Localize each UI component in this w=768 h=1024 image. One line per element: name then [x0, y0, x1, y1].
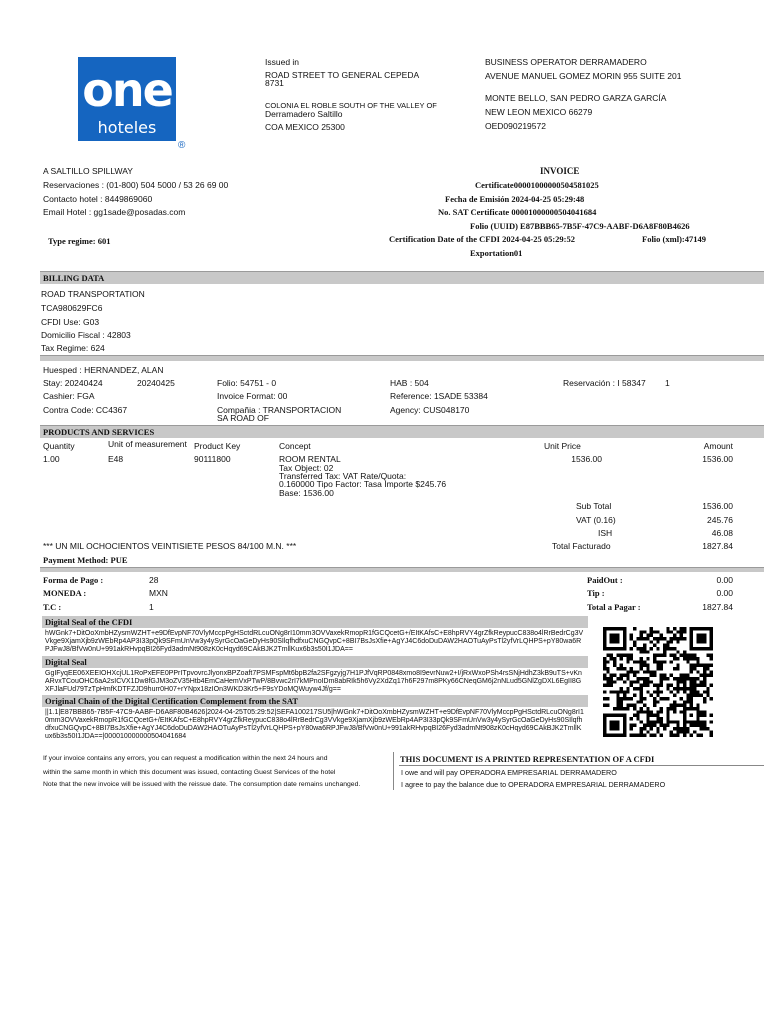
- row-base: Base: 1536.00: [279, 488, 334, 498]
- logo-sub: hoteles: [97, 118, 157, 137]
- row-rate: 0.160000 Tipo Factor: Tasa Importe $245.76: [279, 479, 447, 489]
- vat-label: VAT (0.16): [576, 515, 616, 525]
- footer-right-1: I owe and will pay OPERADORA EMPRESARIAL DERRAMADERO: [401, 768, 617, 777]
- cfdi-seal-header: Digital Seal of the CFDI: [45, 617, 133, 627]
- total-label: Total Facturado: [552, 541, 611, 551]
- cfdi-seal-bar: [42, 616, 588, 628]
- tc-value: 1: [149, 602, 154, 612]
- guest-contra: Contra Code: CC4367: [43, 405, 128, 415]
- divider-bar: [40, 355, 764, 361]
- forma-value: 28: [149, 575, 159, 585]
- col-quantity: Quantity: [43, 441, 75, 451]
- guest-name: Huesped : HERNANDEZ, ALAN: [43, 365, 164, 375]
- hotel-email: Email Hotel : gg1sade@posadas.com: [43, 207, 186, 217]
- subtotal-value: 1536.00: [702, 501, 733, 511]
- row-concept: ROOM RENTAL: [279, 454, 341, 464]
- folio-uuid: Folio (UUID) E87BBB65-7B5F-47C9-AABF-D6A8F80B4626: [470, 221, 690, 231]
- payment-method: Payment Method: PUE: [43, 555, 128, 565]
- billing-header-bar: [40, 271, 764, 284]
- ish-label: ISH: [598, 528, 613, 538]
- issued-line1: ROAD STREET TO GENERAL CEPEDA: [265, 70, 420, 80]
- tip-value: 0.00: [716, 588, 733, 598]
- vat-value: 245.76: [707, 515, 733, 525]
- guest-reservation: Reservación : I 58347: [563, 378, 646, 388]
- hotel-contact: Contacto hotel : 8449869060: [43, 194, 153, 204]
- issued-line2b: Derramadero Saltillo: [265, 109, 343, 119]
- col-unit: Unit of measurement: [108, 439, 187, 449]
- footer-left-2: within the same month in which this document was issued, contacting Guest Services of the hotel: [43, 769, 336, 776]
- chain-header: Original Chain of the Digital Certification Complement from the SAT: [45, 696, 299, 706]
- ish-value: 46.08: [711, 528, 733, 538]
- forma-label: Forma de Pago :: [43, 575, 104, 585]
- billing-rfc: TCA980629FC6: [41, 303, 103, 313]
- guest-folio: Folio: 54751 - 0: [217, 378, 277, 388]
- billing-tax-regime: Tax Regime: 624: [41, 343, 105, 353]
- billing-domicile: Domicilio Fiscal : 42803: [41, 330, 131, 340]
- exportation: Exportation01: [470, 248, 523, 258]
- operator-line4: NEW LEON MEXICO 66279: [485, 107, 593, 117]
- row-qty: 1.00: [43, 454, 60, 464]
- total-in-words: *** UN MIL OCHOCIENTOS VEINTISIETE PESOS 84/100 M.N. ***: [43, 541, 297, 551]
- certificate: Certificate00001000000504581025: [475, 180, 599, 190]
- footer-left-1: If your invoice contains any errors, you can request a modification within the next 24 hours and: [43, 755, 328, 762]
- col-amount: Amount: [703, 441, 733, 451]
- operator-line1: BUSINESS OPERATOR DERRAMADERO: [485, 57, 647, 67]
- moneda-label: MONEDA :: [43, 588, 87, 598]
- emission-date: Fecha de Emisión 2024-04-25 05:29:48: [445, 194, 585, 204]
- guest-stay-end: 20240425: [137, 378, 175, 388]
- hotel-logo: [78, 57, 190, 155]
- operator-line3: MONTE BELLO, SAN PEDRO GARZA GARCÍA: [485, 93, 667, 103]
- digital-seal-text: GgIFyqEE06XEEIOHXcjUL1RoPxEFE0PPrITpvovrcJlyonxBPZoaft7PSMFspMt6bpB2fa2SFgzyjg7H1PJfVqRP0848xmo8I9evrNuw2+I/jRxWxoPSh4rsSNjHdhZ3kB9uTS+vKnARvxTCouOHC6aA2sICVX1Dw8fGJM3oZV35Htb4EmCaHemVxPTwP/8Bvwc2rI7kMPnoIDm8abRIk5h6Vy2XdZq17h6F297m8PKy66CNeqGM6j2nNLud5GNlZgDXL6EgII8GXFJlaFUd79TzTpHmfKDTFZJD9hurr0H07+rYNpx18zIOn3WKD3Kr5+F9sYDoMQWuyw4Jf/g==: [45, 670, 582, 693]
- footer-right-title: THIS DOCUMENT IS A PRINTED REPRESENTATION OF A CFDI: [400, 754, 655, 764]
- guest-hab: HAB : 504: [390, 378, 429, 388]
- pagar-value: 1827.84: [702, 602, 733, 612]
- registered-icon: ®: [178, 140, 186, 151]
- billing-name: ROAD TRANSPORTATION: [41, 289, 145, 299]
- operator-line2: AVENUE MANUEL GOMEZ MORIN 955 SUITE 201: [485, 71, 682, 81]
- row-amount: 1536.00: [702, 454, 733, 464]
- cfdi-seal-text: hWGnk7+DitOoXmbHZysmWZHT+e9DfEvpNF70VlyMccpPgHSctdRLcuONg8rI10mm3OVVaxekRmopR1fGCQcetG+/EItKAfsC+E8hpRVY4grZfkReypucC838o4lRrBedrCg3VVkge9XjamXjb9zWEbRp4AP3I33pQk9SFmUnVw3y4ySyrGcOaGeDyHs90SIlqfhdfxuCNGQvpC+8BI7BsJsXfie+AgYJ4C6doDuDAW2HAOTuAyPsTl2yfVrLQHPS+pY80wa6RPJFwJ8/BfVw0nU+991akRHvpqBI26Fyd3admNt908zK0cHqyd69CAkBJK2TmllKux6b3s50I1JDA==: [45, 630, 584, 653]
- guest-invoice-format: Invoice Format: 00: [217, 391, 288, 401]
- row-tax-object: Tax Object: 02: [279, 463, 334, 473]
- tip-label: Tip :: [587, 588, 605, 598]
- footer-left: [42, 752, 394, 790]
- hotel-name: A SALTILLO SPILLWAY: [43, 166, 133, 176]
- chain-text: ||1.1|E87BBB65-7B5F-47C9-AABF-D6A8F80B4626|2024-04-25T05:29:52|SEFA100217SU5|hWGnk7+DitOoXmbHZysmWZHT+e9DfEvpNF70VlyMccpPgHSctdRLcuONg8rI10mm3OVVaxekRmopR1fGCQcetG+/EItKAfsC+E8hpRVY4grZfkReypucC838o4lRrBedrCg3VVkge9XjamXjb9zWEbRp4AP3I33pQk9SFmUnVw3y4ySyrGcOaGeDyHs90SIlqfhdfxuCNGQvpC+8BI7BsJsXfie+AgYJ4C6doDuDAW2HAOTuAyPsTl2yfVrLQHPS+pY80wa6RPJFwJ8/BfVw0nU+991akRHvpqBI26Fyd3admNt908zK0cHqyd69CAkBJK2TmllKux6b3s50I1JDA==|000010000000504041684: [45, 709, 584, 740]
- products-header: PRODUCTS AND SERVICES: [43, 427, 155, 437]
- invoice-title: INVOICE: [540, 166, 580, 176]
- products-header-bar: [40, 425, 764, 438]
- certification-date: Certification Date of the CFDI 2024-04-25 05:29:52: [389, 234, 576, 244]
- billing-cfdi: CFDI Use: G03: [41, 317, 100, 327]
- footer-left-3: Note that the new invoice will be issued with the reissue date. The consumption date remains unchanged.: [43, 781, 361, 788]
- col-unit-price: Unit Price: [544, 441, 581, 451]
- divider-bar-2: [40, 567, 764, 572]
- moneda-value: MXN: [149, 588, 168, 598]
- guest-reference: Reference: 1SADE 53384: [390, 391, 488, 401]
- footer-divider: [399, 765, 764, 766]
- issued-line2: COLONIA EL ROBLE SOUTH OF THE VALLEY OF: [265, 101, 437, 110]
- guest-company: Compañia : TRANSPORTACION: [217, 405, 342, 415]
- paidout-value: 0.00: [716, 575, 733, 585]
- issued-line3: COA MEXICO 25300: [265, 122, 345, 132]
- guest-agency: Agency: CUS048170: [390, 405, 470, 415]
- row-unit: E48: [108, 454, 124, 464]
- pagar-label: Total a Pagar :: [587, 602, 641, 612]
- digital-seal-bar: [42, 656, 588, 668]
- tc-label: T.C :: [43, 602, 62, 612]
- guest-reservation-n: 1: [665, 378, 670, 388]
- guest-stay: Stay: 20240424: [43, 378, 103, 388]
- operator-rfc: OED090219572: [485, 121, 546, 131]
- folio-xml: Folio (xml):47149: [642, 234, 706, 244]
- hotel-reservations: Reservaciones : (01-800) 504 5000 / 53 26 69 00: [43, 180, 229, 190]
- logo-word: one: [82, 63, 172, 117]
- row-transferred: Transferred Tax: VAT Rate/Quota:: [279, 471, 407, 481]
- guest-cashier: Cashier: FGA: [43, 391, 95, 401]
- qr-code-icon: [603, 627, 713, 737]
- total-value: 1827.84: [702, 541, 733, 551]
- footer-right-2: I agree to pay the balance due to OPERADORA EMPRESARIAL DERRAMADERO: [401, 780, 666, 789]
- billing-header: BILLING DATA: [43, 273, 105, 283]
- type-regime: Type regime: 601: [48, 236, 111, 246]
- issued-line1b: 8731: [265, 78, 284, 88]
- subtotal-label: Sub Total: [576, 501, 612, 511]
- sat-certificate: No. SAT Certificate 00001000000504041684: [438, 207, 597, 217]
- chain-bar: [42, 695, 588, 707]
- digital-seal-header: Digital Seal: [45, 657, 87, 667]
- issued-label: Issued in: [265, 57, 300, 67]
- guest-company2: SA ROAD OF: [217, 413, 269, 423]
- row-price: 1536.00: [571, 454, 602, 464]
- col-product-key: Product Key: [194, 441, 241, 451]
- paidout-label: PaidOut :: [587, 575, 623, 585]
- col-concept: Concept: [279, 441, 311, 451]
- row-key: 90111800: [194, 454, 231, 464]
